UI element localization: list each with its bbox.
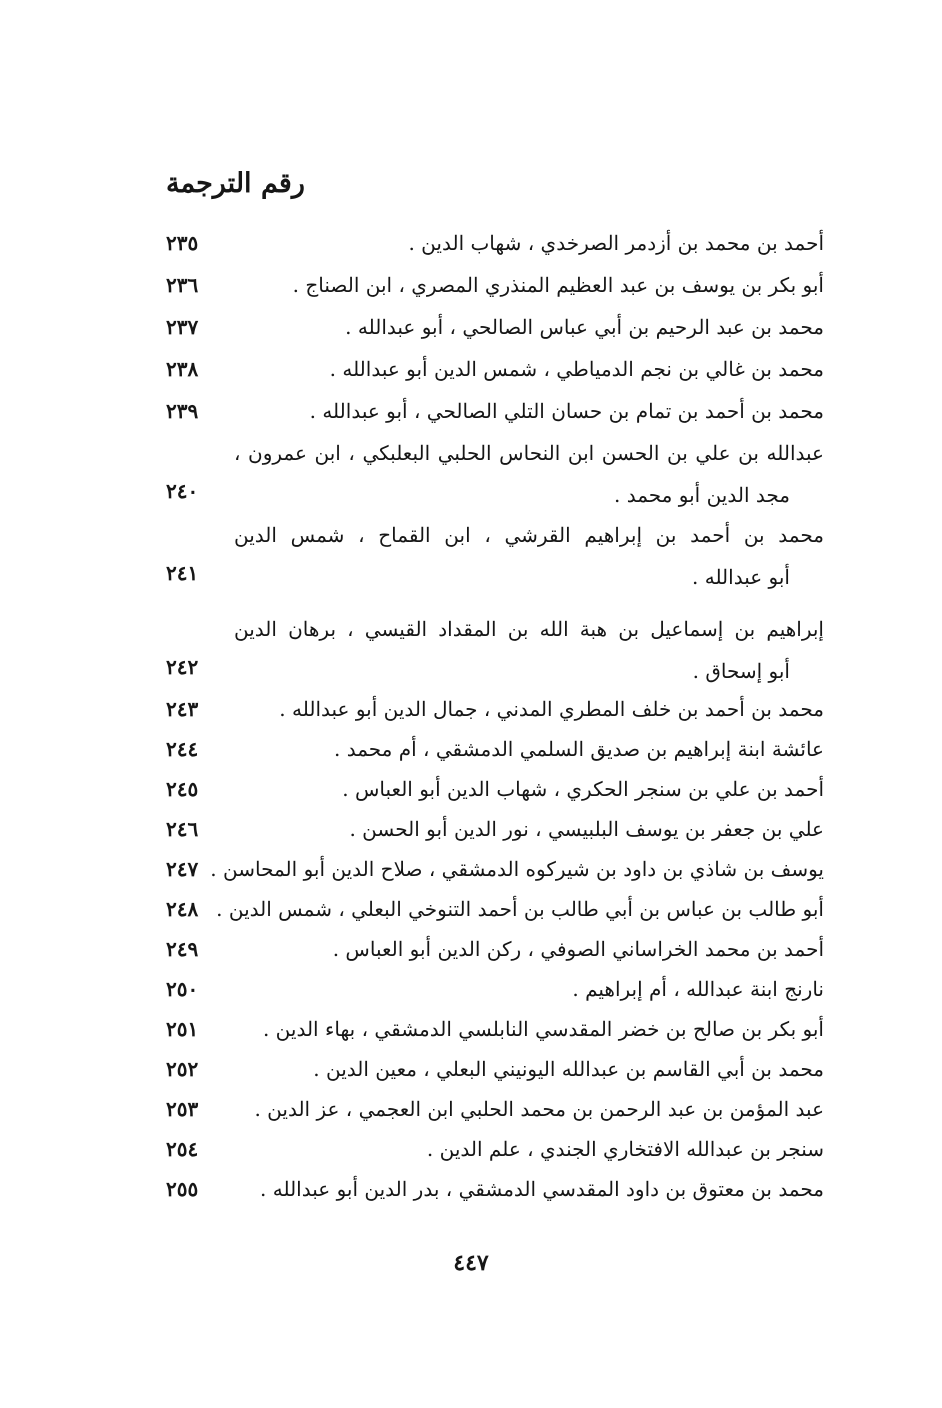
entry-number: ٢٤٣	[166, 697, 199, 721]
entry-name: أبو بكر بن صالح بن خضر المقدسي النابلسي الدمشقي ، بهاء الدين .	[262, 1017, 824, 1041]
entry-name: سنجر بن عبدالله الافتخاري الجندي ، علم الدين .	[426, 1137, 824, 1161]
entry-name: أبو بكر بن يوسف بن عبد العظيم المنذري المصري ، ابن الصناج .	[292, 273, 824, 297]
entry-name: محمد بن معتوق بن داود المقدسي الدمشقي ، بدر الدين أبو عبدالله .	[260, 1177, 824, 1201]
entry-name: علي بن جعفر بن يوسف البلبيسي ، نور الدين أبو الحسن .	[349, 817, 824, 841]
entry-name: أحمد بن علي بن سنجر الحكري ، شهاب الدين أبو العباس .	[342, 777, 824, 801]
entry-number: ٢٤٩	[166, 937, 199, 961]
entry-number: ٢٤٧	[166, 857, 199, 881]
entry-name: محمد بن أحمد بن إبراهيم القرشي ، ابن القماح ، شمس الدين	[234, 523, 824, 547]
entry-name-continuation: مجد الدين أبو محمد .	[614, 483, 790, 507]
entry-name: محمد بن أحمد بن خلف المطري المدني ، جمال الدين أبو عبدالله .	[279, 697, 824, 721]
entry-name-continuation: أبو إسحاق .	[692, 659, 790, 683]
entry-name: أحمد بن محمد الخراساني الصوفي ، ركن الدين أبو العباس .	[332, 937, 824, 961]
entry-number: ٢٤٤	[166, 737, 199, 761]
entry-name: محمد بن عبد الرحيم بن أبي عباس الصالحي ، أبو عبدالله .	[345, 315, 824, 339]
page-number: ٤٤٧	[453, 1250, 489, 1276]
entry-number: ٢٣٥	[166, 231, 199, 255]
entry-number: ٢٣٨	[166, 357, 199, 381]
entry-name: عائشة ابنة إبراهيم بن صديق السلمي الدمشقي ، أم محمد .	[333, 737, 824, 761]
entry-number: ٢٥٠	[166, 977, 199, 1001]
entry-name: عبد المؤمن بن عبد الرحمن بن محمد الحلبي ابن العجمي ، عز الدين .	[254, 1097, 824, 1121]
entry-number: ٢٣٧	[166, 315, 199, 339]
entry-number: ٢٤٢	[166, 655, 199, 679]
entry-name: محمد بن أحمد بن تمام بن حسان التلي الصالحي ، أبو عبدالله .	[309, 399, 824, 423]
entry-name: إبراهيم بن إسماعيل بن هبة الله بن المقداد القيسي ، برهان الدين	[234, 617, 824, 641]
column-header: رقم الترجمة	[166, 168, 305, 199]
entry-name-continuation: أبو عبدالله .	[692, 565, 790, 589]
entry-name: عبدالله بن علي بن الحسن ابن النحاس الحلبي البعلبكي ، ابن عمرون ،	[234, 441, 824, 465]
entry-name: أحمد بن محمد بن أزدمر الصرخدي ، شهاب الدين .	[408, 231, 824, 255]
entry-name: يوسف بن شاذي بن داود بن شيركوه الدمشقي ، صلاح الدين أبو المحاسن .	[210, 857, 824, 881]
entry-number: ٢٥١	[166, 1017, 199, 1041]
entry-number: ٢٥٣	[166, 1097, 199, 1121]
entry-number: ٢٥٢	[166, 1057, 199, 1081]
entry-name: محمد بن غالي بن نجم الدمياطي ، شمس الدين أبو عبدالله .	[329, 357, 824, 381]
entry-number: ٢٤٥	[166, 777, 199, 801]
entry-number: ٢٤٦	[166, 817, 199, 841]
entry-name: محمد بن أبي القاسم بن عبدالله اليونيني البعلي ، معين الدين .	[313, 1057, 824, 1081]
entry-number: ٢٤٠	[166, 479, 199, 503]
entry-name: أبو طالب بن عباس بن أبي طالب بن أحمد التنوخي البعلي ، شمس الدين .	[216, 897, 824, 921]
entry-number: ٢٣٦	[166, 273, 199, 297]
entry-number: ٢٤٨	[166, 897, 199, 921]
entry-number: ٢٣٩	[166, 399, 199, 423]
entry-name: نارنج ابنة عبدالله ، أم إبراهيم .	[572, 977, 824, 1001]
entry-number: ٢٥٤	[166, 1137, 199, 1161]
entry-number: ٢٥٥	[166, 1177, 199, 1201]
entry-number: ٢٤١	[166, 561, 199, 585]
